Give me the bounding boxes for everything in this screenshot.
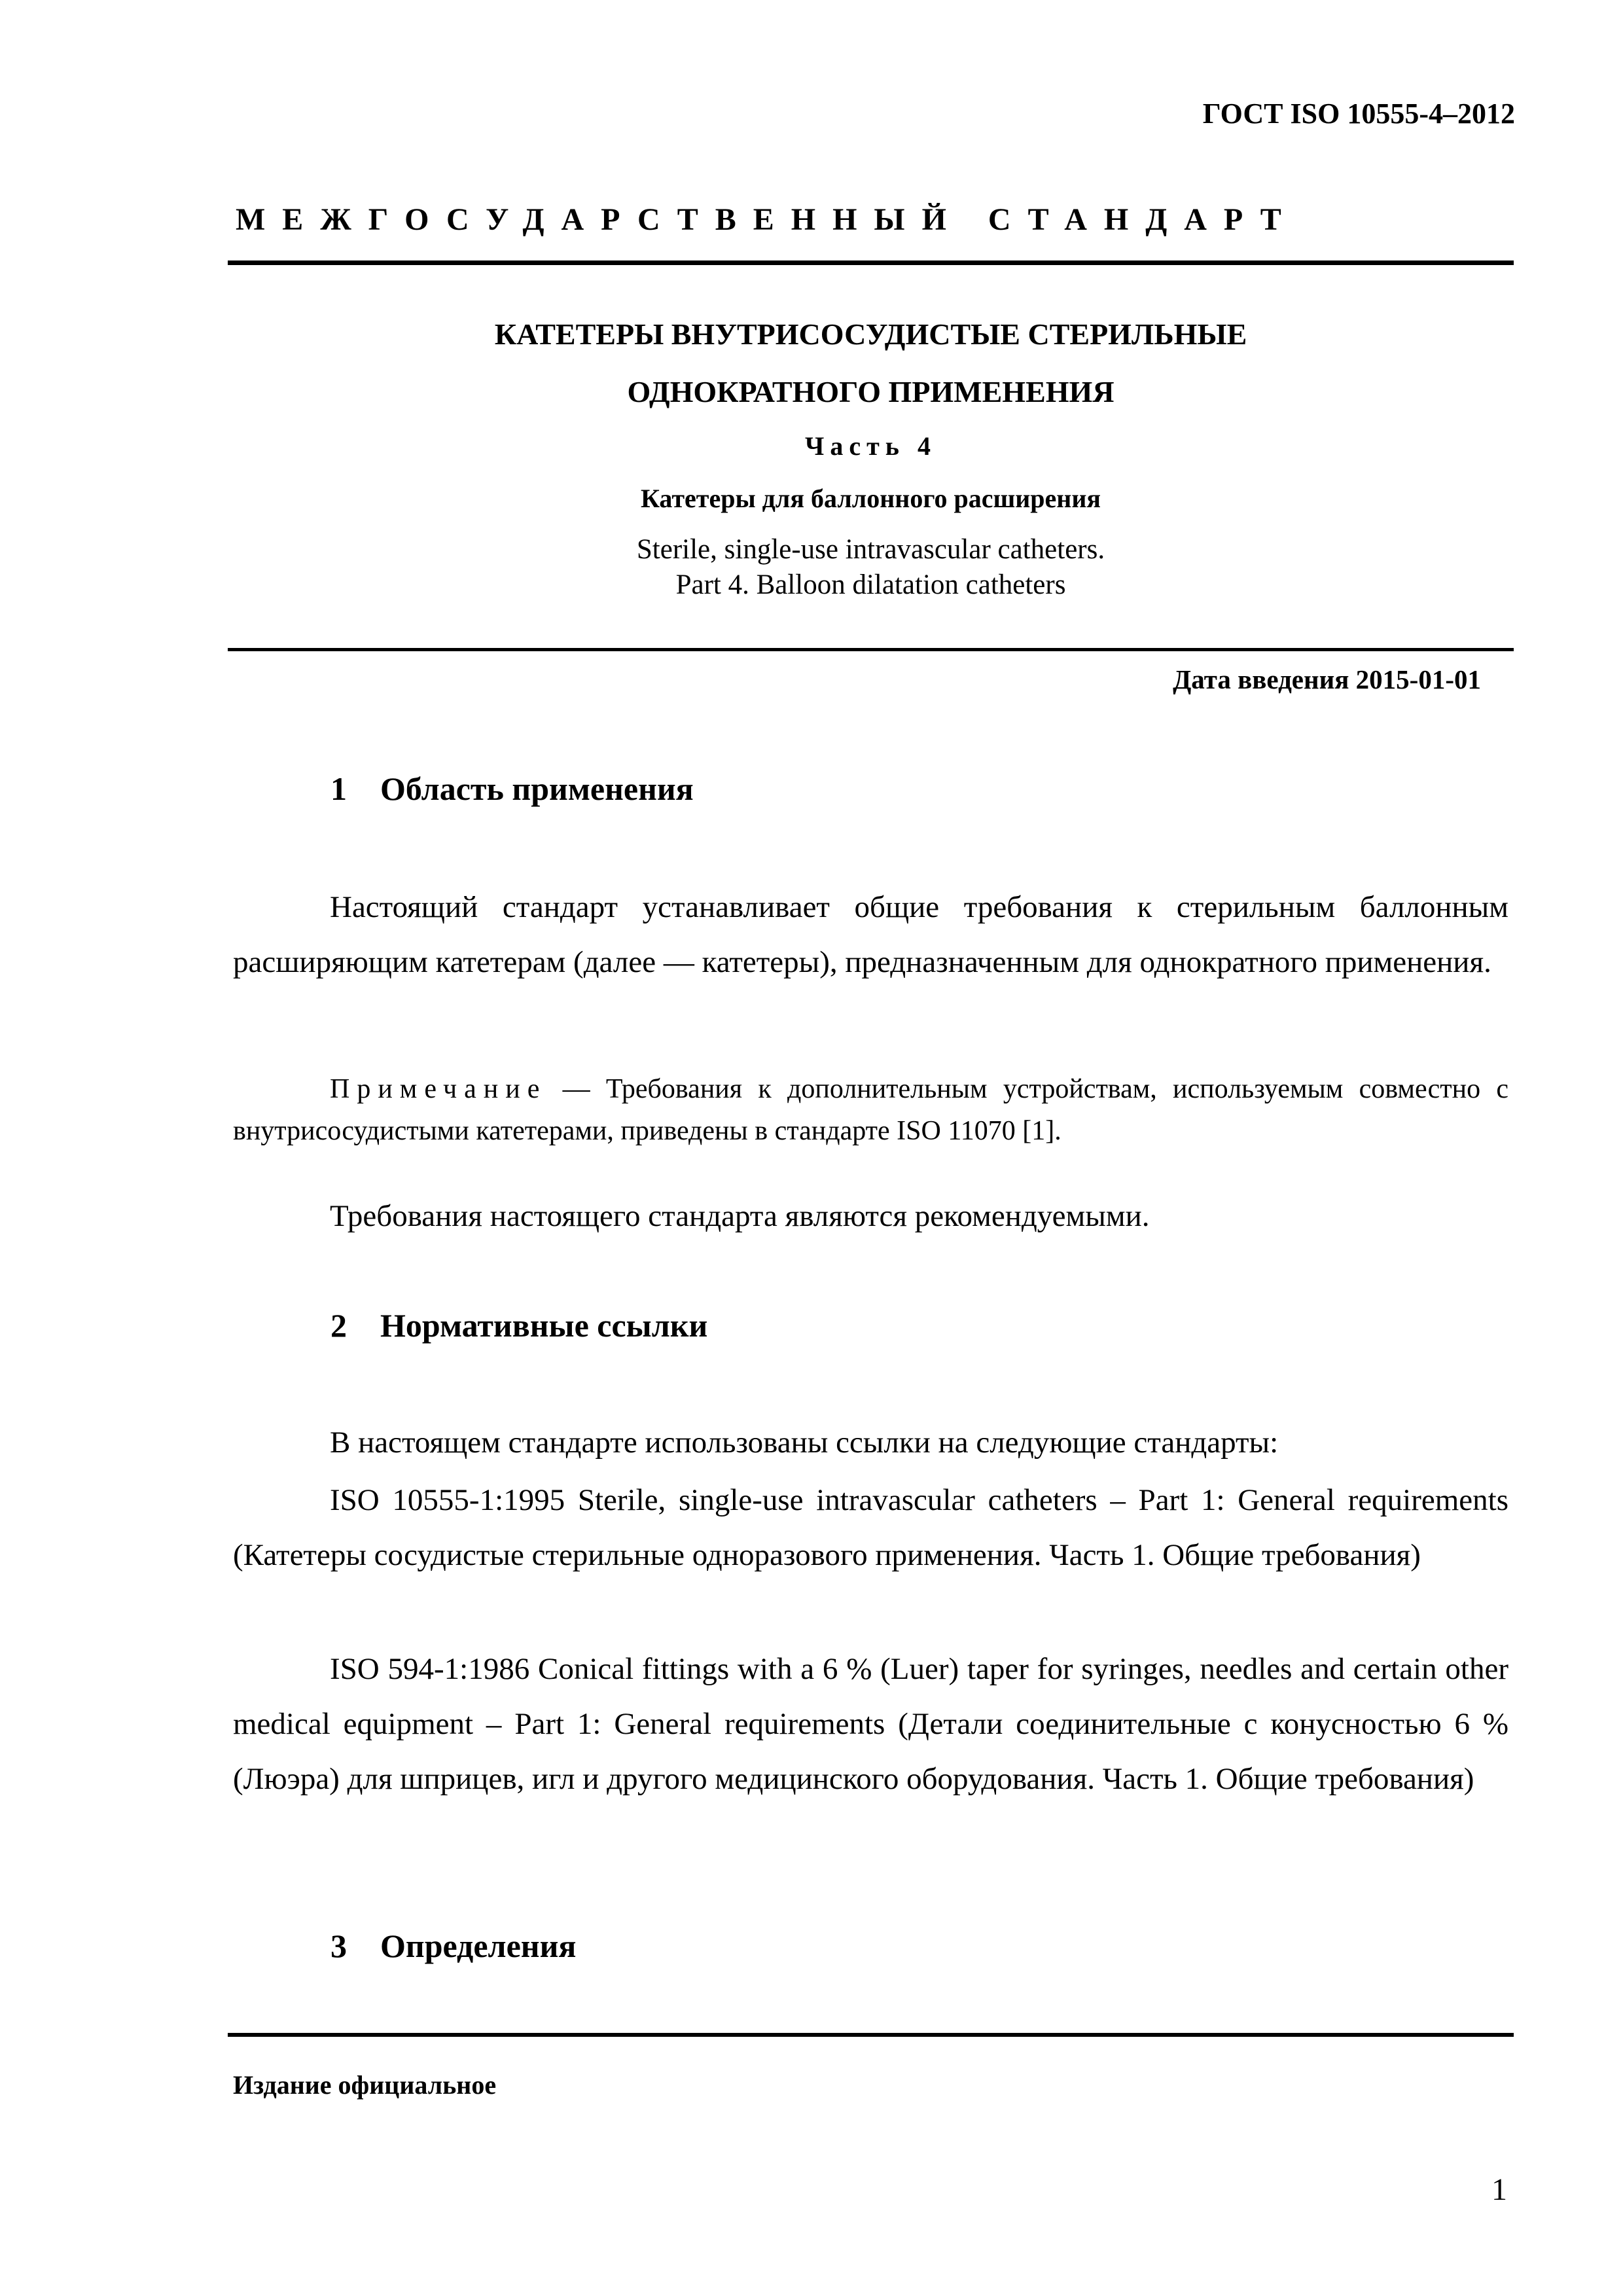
section-1-heading xyxy=(330,770,694,808)
part-label: Часть 4 xyxy=(805,431,936,461)
references-intro: В настоящем стандарте использованы ссылки на следующие стандарты: xyxy=(330,1426,1279,1460)
english-title-line-2: Part 4. Balloon dilatation catheters xyxy=(675,569,1066,600)
introduction-date: Дата введения 2015-01-01 xyxy=(1173,664,1481,694)
title-rule xyxy=(228,648,1514,651)
official-edition-label: Издание официальное xyxy=(233,2070,497,2100)
document-id: ГОСТ ISO 10555-4–2012 xyxy=(1202,98,1515,130)
reference-iso-10555-1: ISO 10555-1:1995 Sterile, single-use intravascular catheters – Part 1: General requirements (Катетеры сосудистые стерильные одноразового применения. Часть 1. Общие требования) xyxy=(233,1483,1508,1572)
scope-recommendation: Требования настоящего стандарта являются рекомендуемыми. xyxy=(330,1199,1150,1233)
note-text: — Требования к дополнительным устройствам, используемым совместно с внутрисосудистыми катетерами, приведены в стандарте ISO 11070 [1]. xyxy=(233,1074,1508,1146)
section-number: 1 xyxy=(330,770,347,807)
english-title-line-1: Sterile, single-use intravascular catheters. xyxy=(636,534,1105,565)
reference-iso-594-1: ISO 594-1:1986 Conical fittings with a 6 % (Luer) taper for syringes, needles and certain other medical equipment – Part 1: General requirements (Детали соединительные с конусностью 6 % (Люэра) для шприцев, игл и другого медицинского оборудования. Часть 1. Общие требования) xyxy=(233,1652,1508,1796)
title-line-1: КАТЕТЕРЫ ВНУТРИСОСУДИСТЫЕ СТЕРИЛЬНЫЕ xyxy=(494,317,1247,351)
scope-note xyxy=(233,1068,1508,1152)
section-title: Определения xyxy=(380,1928,577,1964)
top-rule xyxy=(228,260,1514,265)
section-number: 2 xyxy=(330,1307,347,1344)
interstate-standard-banner: МЕЖГОСУДАРСТВЕННЫЙ СТАНДАРТ xyxy=(236,202,1298,237)
section-2-heading xyxy=(330,1306,707,1344)
scope-paragraph: Настоящий стандарт устанавливает общие требования к стерильным баллонным расширяющим катетерам (далее — катетеры), предназначенным для однократного применения. xyxy=(233,890,1508,979)
section-number: 3 xyxy=(330,1928,347,1964)
note-label: Примечание xyxy=(330,1074,547,1104)
subtitle: Катетеры для баллонного расширения xyxy=(640,484,1101,513)
page-number: 1 xyxy=(1491,2172,1507,2207)
footer-rule xyxy=(228,2033,1514,2037)
section-title: Нормативные ссылки xyxy=(380,1307,708,1344)
title-line-2: ОДНОКРАТНОГО ПРИМЕНЕНИЯ xyxy=(627,375,1115,408)
section-title: Область применения xyxy=(380,770,694,807)
section-3-heading xyxy=(330,1927,576,1965)
